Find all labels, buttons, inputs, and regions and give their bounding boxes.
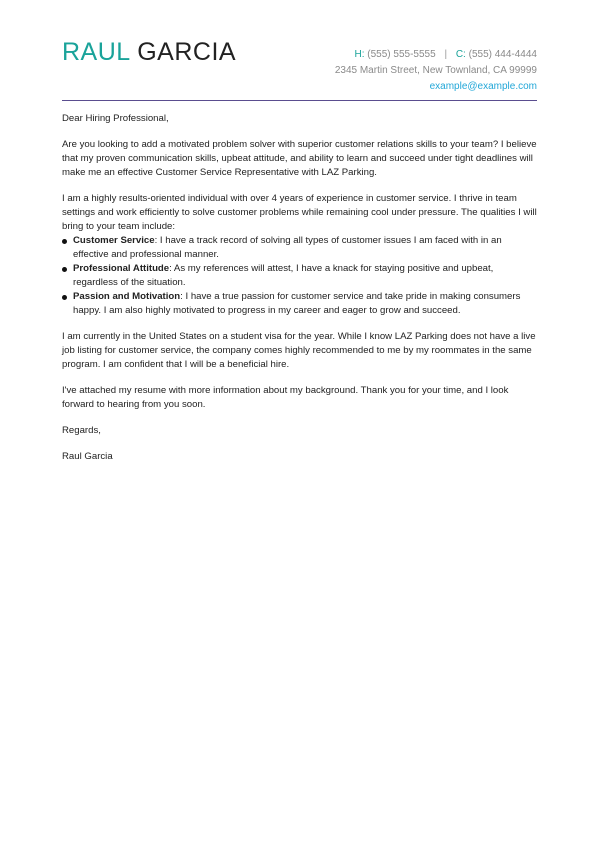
phone-line bbox=[335, 47, 537, 63]
header-divider bbox=[62, 100, 537, 101]
bullet-icon bbox=[62, 295, 67, 300]
greeting: Dear Hiring Professional, bbox=[62, 113, 169, 124]
contact-block bbox=[335, 47, 537, 95]
paragraph-visa: I am currently in the United States on a student visa for the year. While I know LAZ Parking does not have a live job listing for customer service, the company comes highly recommended to me by my roommates in the same program. I am confident that I will be a beneficial hire. bbox=[62, 331, 536, 370]
cell-phone: (555) 444-4444 bbox=[468, 49, 537, 60]
quality-title: Professional Attitude bbox=[73, 263, 170, 274]
closing: Regards, bbox=[62, 425, 101, 436]
bullet-icon bbox=[62, 267, 67, 272]
phone-separator: | bbox=[444, 49, 448, 60]
paragraph-closing: I've attached my resume with more information about my background. Thank you for your time, and I look forward to hearing from you soon. bbox=[62, 385, 509, 410]
home-phone-label: H: bbox=[354, 49, 365, 60]
paragraph-experience: I am a highly results-oriented individual with over 4 years of experience in customer service. I thrive in team settings and work efficiently to solve customer problems while remaining cool under pressure. The qualities I will bring to your team include: bbox=[62, 193, 537, 232]
quality-title: Customer Service bbox=[73, 235, 155, 246]
list-item bbox=[62, 290, 537, 318]
cell-phone-label: C: bbox=[455, 49, 466, 60]
bullet-icon bbox=[62, 239, 67, 244]
quality-text: : As my references will attest, I have a knack for staying positive and upbeat, regardless of the situation. bbox=[73, 263, 494, 288]
last-name: GARCIA bbox=[137, 38, 237, 66]
address: 2345 Martin Street, New Townland, CA 99999 bbox=[334, 65, 537, 76]
home-phone: (555) 555-5555 bbox=[367, 49, 436, 60]
applicant-name bbox=[62, 38, 236, 66]
first-name: RAUL bbox=[62, 38, 130, 66]
email-link[interactable]: example@example.com bbox=[429, 81, 537, 92]
letter-body bbox=[62, 112, 537, 476]
quality-text: : I have a true passion for customer service and take pride in making consumers happy. I am also highly motivated to progress in my career and eager to grow and succeed. bbox=[73, 291, 521, 316]
paragraph-intro: Are you looking to add a motivated problem solver with superior customer relations skills to your team? I believe that my proven communication skills, upbeat attitude, and ability to learn and succeed under tight deadlines will make me an effective Customer Service Representative with LAZ Parking. bbox=[62, 139, 537, 178]
signature: Raul Garcia bbox=[62, 451, 113, 462]
quality-title: Passion and Motivation bbox=[73, 291, 181, 302]
quality-text: : I have a track record of solving all types of customer issues I am faced with in an effective and professional manner. bbox=[73, 235, 502, 260]
list-item bbox=[62, 234, 537, 262]
qualities-list bbox=[62, 234, 537, 318]
list-item bbox=[62, 262, 537, 290]
